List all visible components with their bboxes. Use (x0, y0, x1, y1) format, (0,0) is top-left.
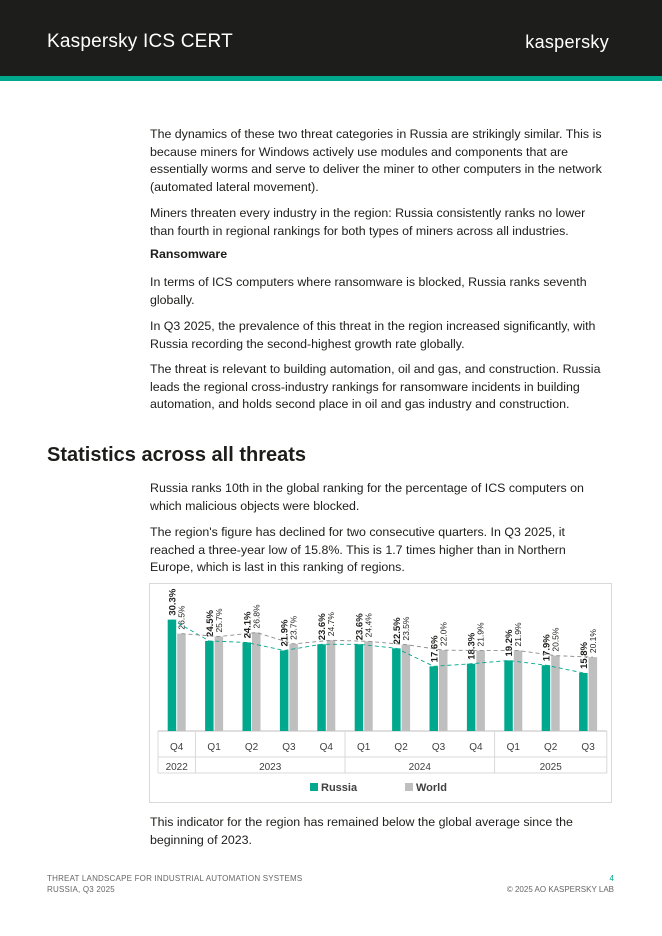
x-tick-label: Q3 (282, 742, 296, 753)
bar-russia (243, 642, 252, 731)
bar-world (439, 650, 448, 731)
bar-world (402, 645, 411, 731)
data-label-world: 20.5% (550, 627, 561, 652)
bar-world (327, 640, 336, 731)
bar-russia (317, 644, 326, 731)
data-label-world: 21.9% (475, 622, 486, 647)
data-label-russia: 18.3% (466, 632, 478, 660)
data-label-russia: 17.9% (541, 634, 553, 662)
bar-russia (430, 666, 439, 731)
year-label: 2022 (165, 762, 188, 773)
footer-report-subtitle: RUSSIA, Q3 2025 (47, 885, 115, 894)
bar-world (589, 657, 598, 731)
bar-russia (467, 664, 476, 731)
threat-chart (149, 583, 612, 803)
data-label-world: 23.7% (288, 615, 299, 640)
x-tick-label: Q4 (170, 742, 184, 753)
data-label-world: 20.1% (587, 629, 598, 654)
footer-copyright: © 2025 AO KASPERSKY LAB (506, 885, 614, 894)
paragraph-1: The dynamics of these two threat categories in Russia are strikingly similar. This is because miners for Windows actively use modules and components that are essentially worms and serve to deliver the miner to other computers in the network (automated lateral movement). (150, 127, 602, 194)
paragraph-7: The region's figure has declined for two consecutive quarters. In Q3 2025, it reached a three-year low of 15.8%. This is 1.7 times higher than in Northern Europe, which is last in this ranking of regions. (150, 525, 566, 575)
data-label-world: 24.4% (363, 613, 374, 638)
data-label-russia: 19.2% (504, 629, 516, 657)
bar-world (289, 644, 298, 731)
bar-russia (392, 648, 401, 731)
header-title: Kaspersky ICS CERT (47, 31, 233, 52)
data-label-russia: 21.9% (279, 619, 291, 647)
data-label-world: 22.0% (438, 622, 449, 647)
paragraph-8: This indicator for the region has remained below the global average since the beginning of 2023. (150, 815, 573, 847)
bar-russia (542, 665, 551, 731)
x-tick-label: Q3 (581, 742, 595, 753)
paragraph-3: In terms of ICS computers where ransomware is blocked, Russia ranks seventh globally. (150, 275, 587, 307)
data-label-world: 26.5% (176, 605, 187, 630)
footer-right (507, 873, 614, 895)
chart-svg (150, 584, 611, 802)
x-tick-label: Q2 (394, 742, 408, 753)
bar-world (252, 633, 261, 731)
x-tick-label: Q4 (469, 742, 483, 753)
paragraph-5: The threat is relevant to building automation, oil and gas, and construction. Russia leads the regional cross-industry rankings for ransomware incidents in building automation, and holds second place in oil and gas industry and construction. (150, 362, 601, 412)
bar-russia (280, 651, 289, 731)
data-label-russia: 30.3% (167, 588, 179, 616)
ransomware-heading: Ransomware (150, 247, 228, 261)
data-label-russia: 24.5% (204, 610, 216, 637)
data-label-world: 26.8% (251, 604, 262, 629)
bar-world (177, 634, 186, 731)
paragraph-2: Miners threaten every industry in the region: Russia consistently ranks no lower than fourth in regional rankings for both types of miners across all industries. (150, 206, 586, 238)
year-label: 2023 (259, 762, 282, 773)
bar-world (364, 641, 373, 731)
legend-swatch-russia (310, 783, 318, 791)
data-label-russia: 23.6% (354, 613, 366, 641)
legend-label-russia: Russia (321, 782, 358, 794)
page-number: 4 (609, 874, 614, 883)
x-tick-label: Q2 (544, 742, 558, 753)
bar-world (215, 637, 224, 731)
year-label: 2025 (539, 762, 562, 773)
bar-russia (579, 673, 588, 731)
legend-label-world: World (416, 782, 447, 794)
kaspersky-logo: kaspersky (525, 32, 609, 52)
bar-world (514, 651, 523, 731)
x-tick-label: Q1 (506, 742, 520, 753)
bar-russia (504, 660, 513, 731)
paragraph-6: Russia ranks 10th in the global ranking for the percentage of ICS computers on which malicious objects were blocked. (150, 481, 584, 513)
x-tick-label: Q2 (244, 742, 259, 753)
data-label-world: 25.7% (213, 608, 224, 633)
data-label-russia: 24.1% (242, 611, 254, 639)
section-heading: Statistics across all threats (47, 444, 307, 466)
data-label-russia: 22.5% (391, 617, 403, 645)
bar-russia (355, 644, 364, 731)
data-label-russia: 23.6% (317, 613, 329, 641)
footer-left (47, 873, 302, 895)
year-label: 2024 (408, 762, 431, 773)
legend-swatch-world (405, 783, 413, 791)
x-tick-label: Q1 (207, 742, 221, 753)
page-header (0, 0, 662, 76)
data-label-world: 24.7% (326, 612, 337, 637)
header-accent-stripe (0, 76, 662, 81)
data-label-russia: 15.8% (578, 641, 590, 669)
bar-russia (168, 620, 177, 731)
x-tick-label: Q3 (431, 742, 446, 753)
footer-report-title: THREAT LANDSCAPE FOR INDUSTRIAL AUTOMATION SYSTEMS (47, 874, 303, 883)
data-label-world: 23.5% (400, 616, 411, 641)
x-tick-label: Q1 (357, 742, 371, 753)
x-tick-label: Q4 (319, 742, 333, 753)
data-label-russia: 17.6% (429, 635, 441, 663)
paragraph-4: In Q3 2025, the prevalence of this threat in the region increased significantly, with Russia recording the second-highest growth rate globally. (150, 319, 596, 351)
data-label-world: 21.9% (513, 622, 524, 647)
bar-russia (205, 641, 214, 731)
